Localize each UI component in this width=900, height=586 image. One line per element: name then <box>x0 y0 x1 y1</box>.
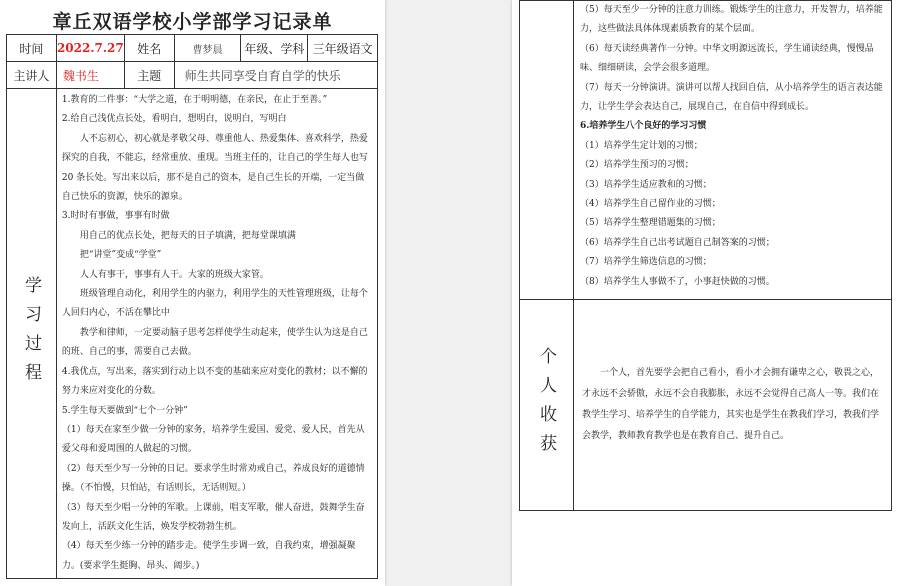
time-label: 时间 <box>7 35 57 62</box>
process-content <box>57 89 377 578</box>
process-paragraph: 5.学生每天要做到“七个一分钟” <box>61 405 188 416</box>
process-paragraph: （3）每天至少唱一分钟的军歌。上课前，唱支军歌，催人奋进，鼓舞学生奋发向上，活跃文化生活，焕发学校勃勃生机。 <box>61 502 365 532</box>
topic-value: 师生共同享受自育自学的快乐 <box>174 62 377 89</box>
process-paragraph: 人人有事干，事事有人干。大家的班级大家管。 <box>79 269 269 280</box>
process-label: 学习过程 <box>20 275 41 392</box>
header-row-1 <box>7 35 378 62</box>
process-continued-paragraph: （5）培养学生整理错题集的习惯； <box>580 218 721 229</box>
process-continued-paragraph: （4）培养学生自己留作业的习惯； <box>580 199 721 210</box>
grade-label: 年级、学科 <box>241 35 308 62</box>
process-row <box>7 89 378 579</box>
header-row-2 <box>7 62 378 89</box>
process-content-cell-continued <box>574 1 892 300</box>
process-label-cell <box>7 89 57 579</box>
record-table-continued <box>519 0 892 511</box>
process-paragraph: （4）每天至少练一分钟的踏步走。使学生步调一致，自我约束，增强凝聚力。(要求学生挺胸、昂头、阔步。) <box>61 541 356 571</box>
page-right <box>512 0 900 586</box>
process-paragraph: 教学和律师，一定要动脑子思考怎样使学生动起来，使学生认为这是自己的班、自己的事，需要自己去做。 <box>61 327 368 358</box>
record-table <box>6 34 378 579</box>
process-content-cell <box>56 89 377 579</box>
harvest-label-cell <box>520 300 574 511</box>
speaker-value: 魏书生 <box>56 62 124 89</box>
process-paragraph: 2.给自己浅优点长处，看明白，想明白，说明白，写明白 <box>61 114 287 125</box>
date-value: 2022.7.27 <box>56 35 124 62</box>
topic-label: 主题 <box>124 62 174 89</box>
process-content-continued <box>574 1 891 292</box>
harvest-text: 一个人，首先要学会把自己看小，看小才会拥有谦卑之心，敬畏之心，才永远不会骄傲，永远不会自我膨胀，永远不会觉得自己高人一等。我们在教学生学习、培养学生的自学能力，其实也是学生在教我们学习，教我们学会教学，教师教育教学也是在教育自己、提升自己。 <box>582 368 880 441</box>
process-continued-paragraph: （6）每天读经典著作一分钟。中华文明源远流长，学生诵读经典，慢慢品味、细细研读，会学会很多道理。 <box>580 43 874 74</box>
name-label: 姓名 <box>124 35 174 62</box>
process-continued-paragraph: （2）培养学生预习的习惯； <box>580 160 694 171</box>
process-paragraph: 3.时时有事做，事事有时做 <box>61 211 170 222</box>
process-paragraph: 班级管理自动化，利用学生的内驱力，利用学生的天性管理班级，让每个人回归内心，不活在攀比中 <box>61 289 368 319</box>
process-paragraph: 把“讲堂”变成“学堂” <box>79 250 162 261</box>
grade-value: 三年级语文 <box>308 35 378 62</box>
name-value: 曹梦晨 <box>174 35 241 62</box>
process-paragraph: 4.我优点，写出来，落实到行动上以不变的基础来应对变化的教材；以不懈的努力来应对变化的分数。 <box>61 366 368 397</box>
process-row-continued <box>520 1 892 300</box>
page-left <box>0 0 385 586</box>
document-title: 章丘双语学校小学部学习记录单 <box>52 11 333 33</box>
process-continued-paragraph: （7）培养学生筛选信息的习惯； <box>580 257 712 268</box>
harvest-content-cell <box>574 300 892 511</box>
harvest-label: 个人收获 <box>536 347 556 463</box>
process-continued-paragraph: 6.培养学生八个良好的学习习惯 <box>580 121 707 132</box>
process-continued-paragraph: （5）每天至少一分钟的注意力训练。锻炼学生的注意力，开发智力，培养能力，这些做法具体体现素质教育的某个层面。 <box>580 5 883 35</box>
speaker-label: 主讲人 <box>7 62 57 89</box>
process-label-cell-continued <box>520 1 574 300</box>
harvest-row <box>520 300 892 511</box>
process-continued-paragraph: （3）培养学生适应教和的习惯； <box>580 179 712 190</box>
process-continued-paragraph: （8）培养学生人事做不了，小事赶快做的习惯。 <box>580 276 775 287</box>
process-paragraph: （1）每天在家至少做一分钟的家务，培养学生爱国、爱党、爱人民，首先从爱父母和爱周围的人做起的习惯。 <box>61 424 365 455</box>
process-paragraph: （2）每天至少写一分钟的日记。要求学生时常劝戒自己，养成良好的道德情操。（不怕慢，只怕站，有话则长，无话则短。） <box>61 463 365 494</box>
process-continued-paragraph: （1）培养学生定计划的习惯； <box>580 140 703 151</box>
process-paragraph: 人不忘初心，初心就是孝敬父母、尊重他人、热爱集体、喜欢科学，热爱探究的自我，不能忘，经常重放、重现。当班主任的，让自己的学生每人也写 20 条长处。写出来以后，那不是自己的资本，是自己生长的开端，一定当做自己快乐的资源，快乐的源泉。 <box>61 133 368 203</box>
process-continued-paragraph: （6）培养学生自己出考试题自己制答案的习惯； <box>580 237 775 248</box>
process-continued-paragraph: （7）每天一分钟演讲。演讲可以帮人找回自信，从小培养学生的语言表达能力，让学生学会表达自己，展现自己，在自信中得到成长。 <box>580 82 883 113</box>
process-paragraph: 用自己的优点长处，把每天的日子填满，把每堂课填满 <box>79 230 296 241</box>
process-paragraph: 1.教育的二件事：“大学之道，在于明明德，在亲民，在止于至善。” <box>61 95 328 105</box>
